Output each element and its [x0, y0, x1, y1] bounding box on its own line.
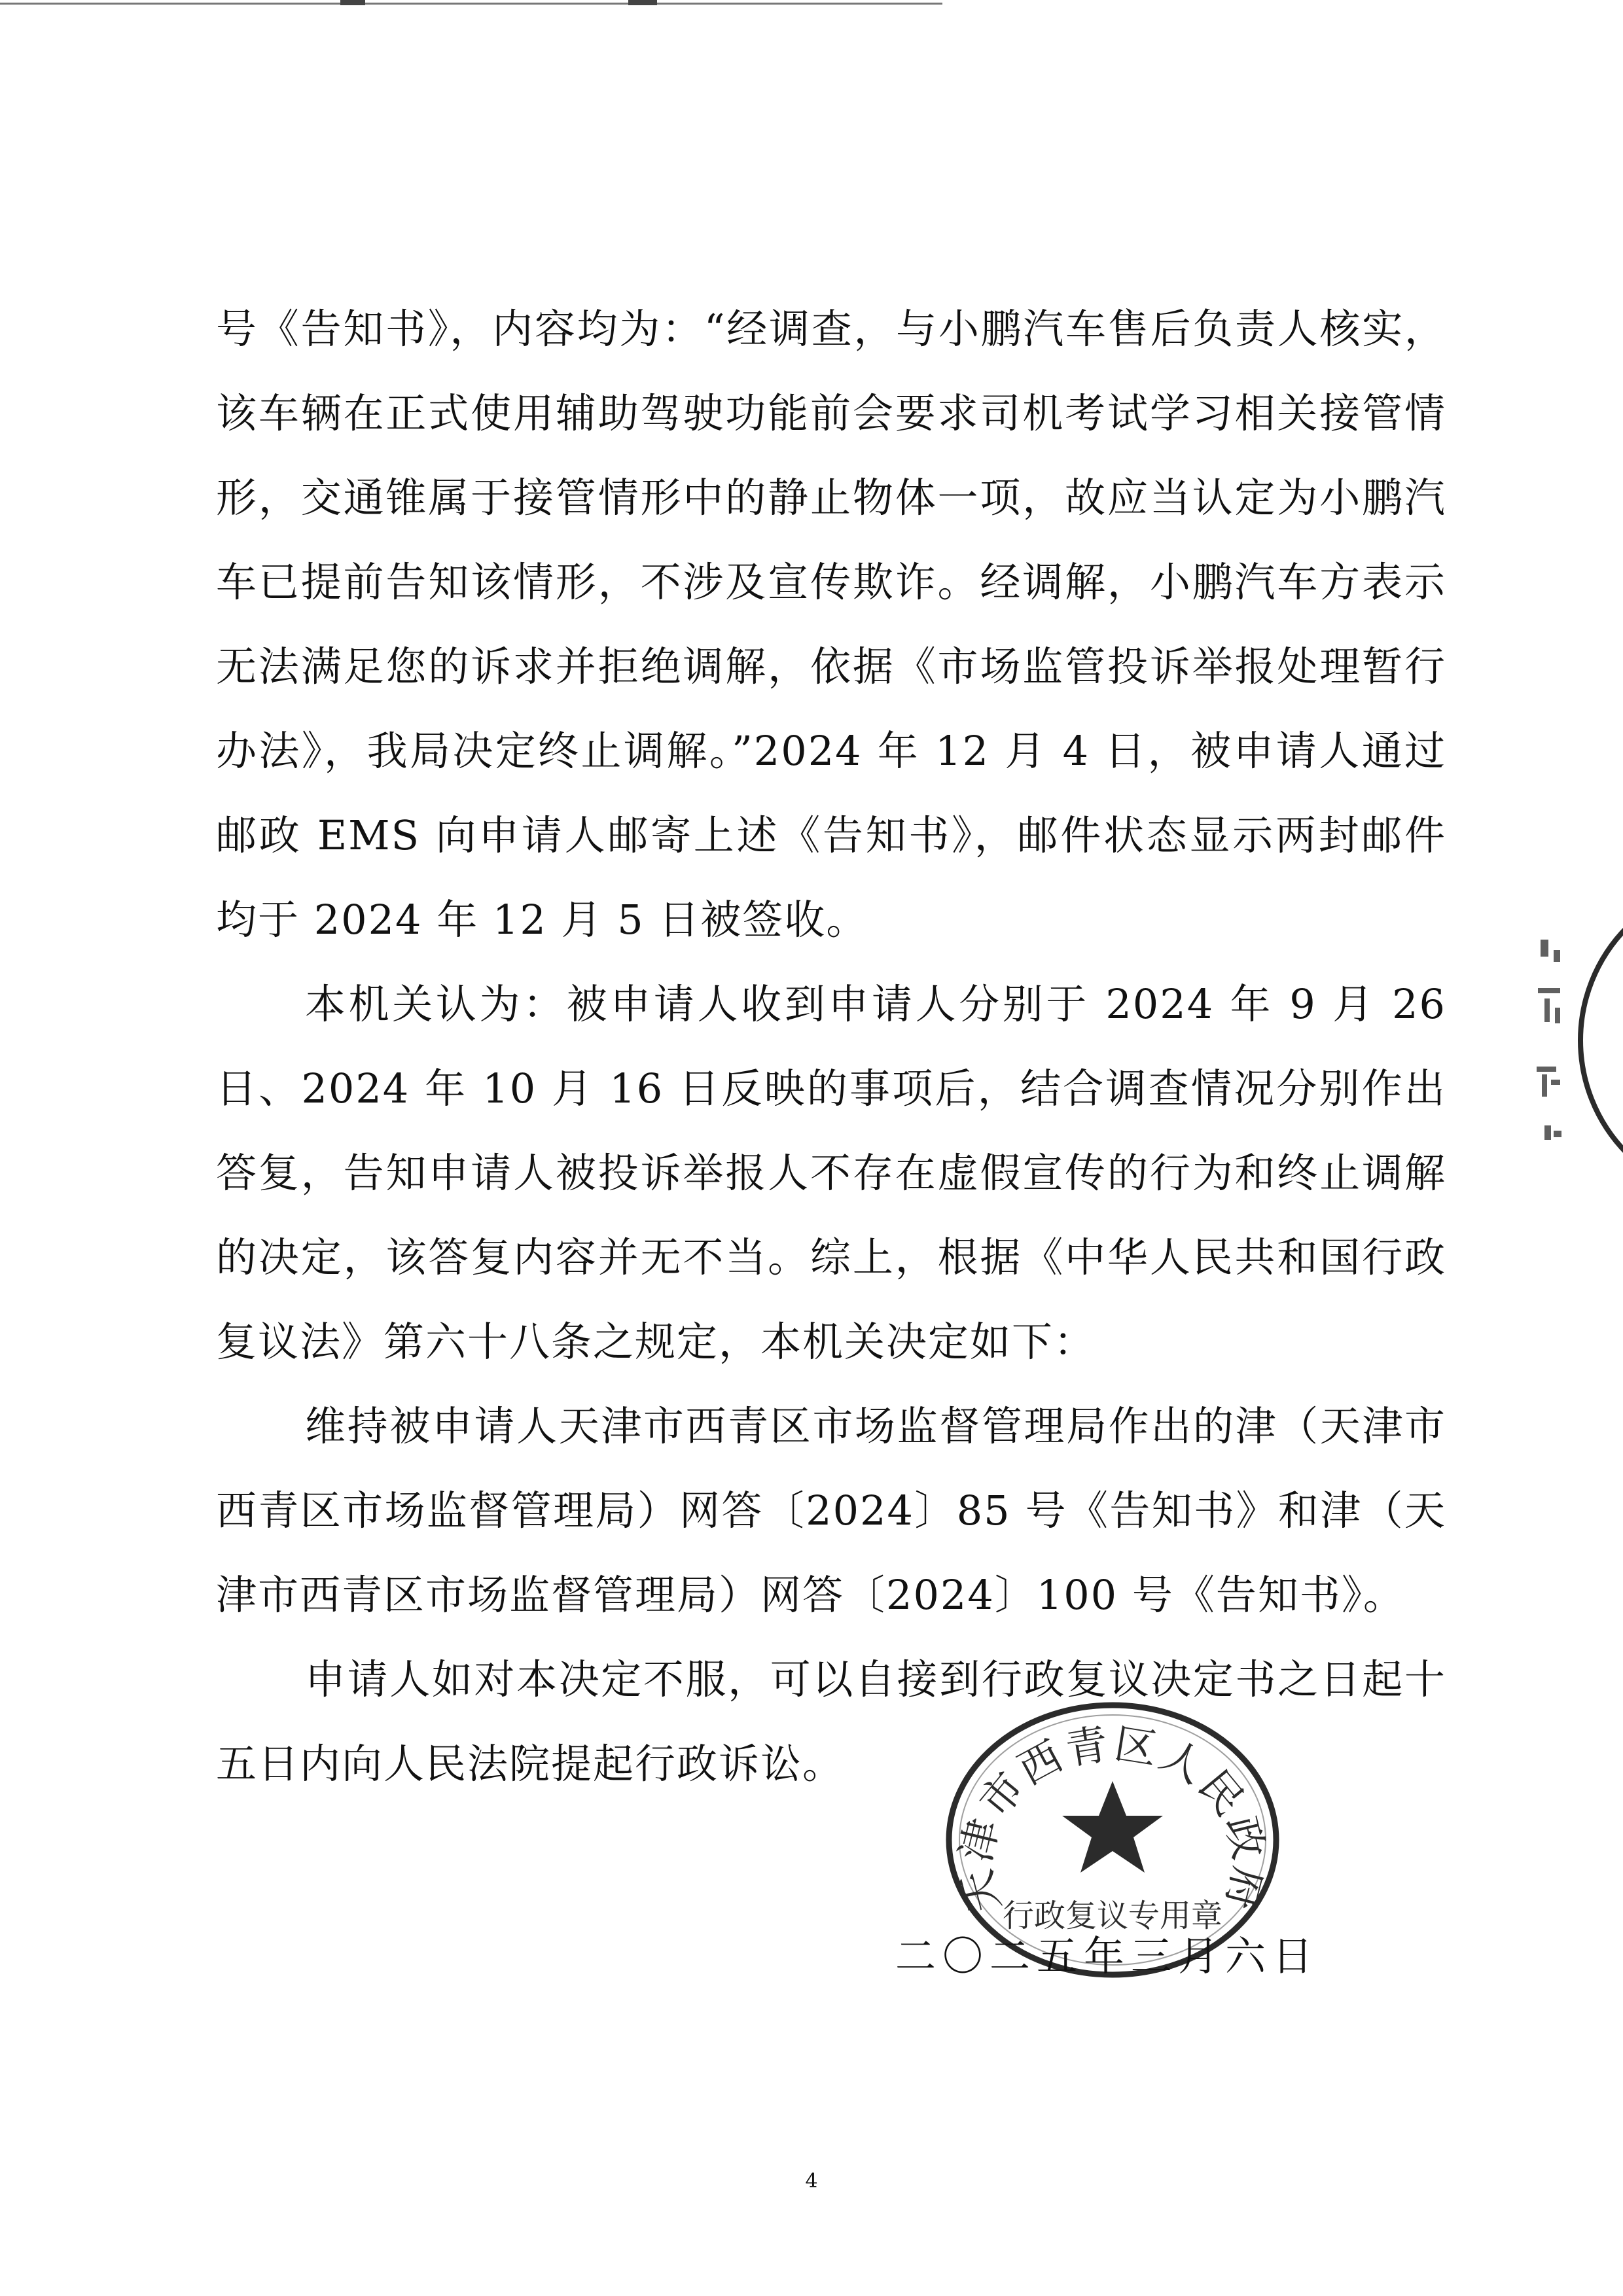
paragraph-notice-content: 号《告知书》，内容均为：“经调查，与小鹏汽车售后负责人核实，该车辆在正式使用辅助驾驶功能前会要求司机考试学习相关接管情形，交通锥属于接管情形中的静止物体一项，故应当认定为小鹏汽车已提前告知该情形，不涉及宣传欺诈。经调解，小鹏汽车方表示无法满足您的诉求并拒绝调解，依据《市场监管投诉举报处理暂行办法》，我局决定终止调解。”2024 年 12 月 4 日，被申请人通过邮政 EMS 向申请人邮寄上述《告知书》，邮件状态显示两封邮件均于 2024 年 12 月 5 日被签收。: [216, 305, 1446, 944]
seal-star-icon: [1062, 1781, 1163, 1873]
document-body: [216, 287, 1446, 1806]
scan-artifact-mark: [340, 0, 365, 5]
document-date: 二〇二五年三月六日: [895, 1932, 1320, 1980]
edge-seal-fragment: [1525, 877, 1623, 1204]
scan-artifact-line: [0, 3, 942, 5]
seal-org-text: 天津市西青区人民政府: [952, 1720, 1274, 1918]
seal-purpose-text: 行政复议专用章: [1002, 1898, 1223, 1934]
paragraph-appeal-notice: 申请人如对本决定不服，可以自接到行政复议决定书之日起十五日内向人民法院提起行政诉讼。: [216, 1655, 1446, 1788]
scan-artifact-mark: [628, 0, 657, 5]
paragraph-decision: 维持被申请人天津市西青区市场监督管理局作出的津（天津市西青区市场监督管理局）网答〔2024〕85 号《告知书》和津（天津市西青区市场监督管理局）网答〔2024〕100 号《告知书》。: [216, 1402, 1446, 1619]
paragraph-opinion: 本机关认为：被申请人收到申请人分别于 2024 年 9 月 26 日、2024 年 10 月 16 日反映的事项后，结合调查情况分别作出答复，告知申请人被投诉举报人不存在虚假宣传的行为和终止调解的决定，该答复内容并无不当。综上，根据《中华人民共和国行政复议法》第六十八条之规定，本机关决定如下：: [216, 980, 1446, 1366]
page-number: 4: [805, 2170, 818, 2193]
